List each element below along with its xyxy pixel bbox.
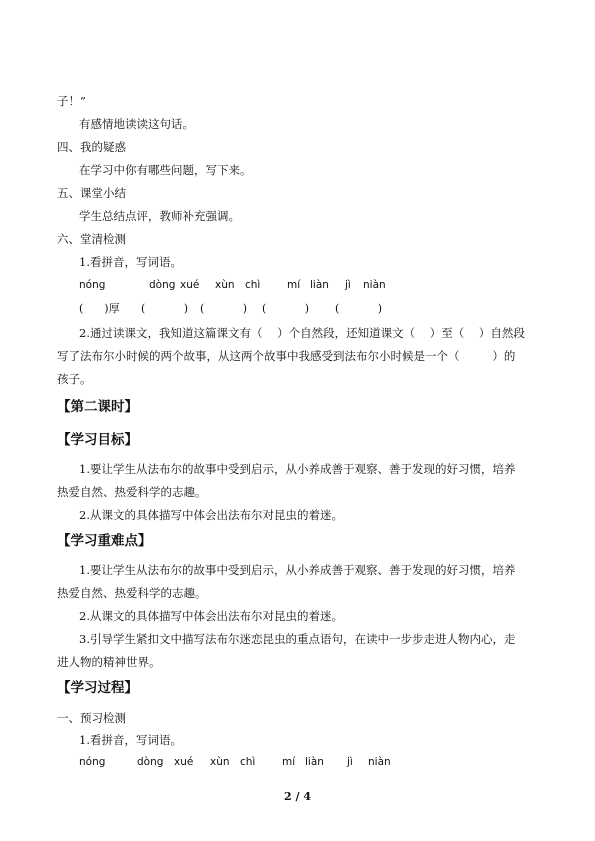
read-instruction: 有感情地读读这句话。 <box>79 117 194 131</box>
pinyin: niàn <box>368 756 391 768</box>
paragraph: 学生总结点评，教师补充强调。 <box>79 209 240 223</box>
section-heading: 五、课堂小结 <box>57 186 126 200</box>
page-number: 2 / 4 <box>284 790 311 803</box>
section-heading: 【学习过程】 <box>57 680 138 696</box>
pinyin: xùn <box>210 756 230 768</box>
continued-quote: 子！” <box>57 94 86 108</box>
pinyin: niàn <box>363 279 386 291</box>
paragraph: 1.要让学生从法布尔的故事中受到启示，从小养成善于观察、善于发现的好习惯，培养 <box>79 462 516 476</box>
answer-blank: ( ) <box>200 302 248 315</box>
paragraph: 进人物的精神世界。 <box>57 655 161 669</box>
lesson-heading: 【第二课时】 <box>57 399 138 415</box>
pinyin: mí <box>282 756 296 768</box>
pinyin: xùn <box>215 279 235 291</box>
answer-blank: ( ) <box>141 302 189 315</box>
pinyin: nóng <box>79 279 106 291</box>
section-heading: 【学习重难点】 <box>57 533 152 549</box>
pinyin: jì <box>347 756 353 768</box>
question: 1.看拼音，写词语。 <box>79 255 182 269</box>
paragraph: 2.从课文的具体描写中体会出法布尔对昆虫的着迷。 <box>79 508 343 522</box>
question: 2.通过读课文，我知道这篇课文有（ ）个自然段，还知道课文（ ）至（ ）自然段 <box>79 326 525 340</box>
pinyin: dòng <box>149 279 176 291</box>
pinyin: nóng <box>79 756 106 768</box>
pinyin: liàn <box>305 756 324 768</box>
pinyin: xué <box>174 756 194 768</box>
pinyin: liàn <box>310 279 329 291</box>
section-heading: 【学习目标】 <box>57 432 138 448</box>
pinyin: chì <box>245 279 261 291</box>
question: 孩子。 <box>57 372 92 386</box>
paragraph: 在学习中你有哪些问题，写下来。 <box>79 163 252 177</box>
pinyin: jì <box>345 279 351 291</box>
paragraph: 3.引导学生紧扣文中描写法布尔迷恋昆虫的重点语句，在读中一步步走进人物内心，走 <box>79 632 516 646</box>
paragraph: 2.从课文的具体描写中体会出法布尔对昆虫的着迷。 <box>79 609 343 623</box>
question: 写了法布尔小时候的两个故事，从这两个故事中我感受到法布尔小时候是一个（ ）的 <box>57 349 516 363</box>
paragraph: 热爱自然、热爱科学的志趣。 <box>57 485 207 499</box>
section-heading: 一、预习检测 <box>57 711 126 725</box>
paragraph: 1.要让学生从法布尔的故事中受到启示，从小养成善于观察、善于发现的好习惯，培养 <box>79 563 516 577</box>
pinyin: chì <box>240 756 256 768</box>
answer-blank: ( )厚 <box>79 302 120 315</box>
answer-blank: ( ) <box>335 302 383 315</box>
question: 1.看拼音，写词语。 <box>79 733 182 747</box>
pinyin: mí <box>287 279 301 291</box>
section-heading: 六、堂清检测 <box>57 232 126 246</box>
pinyin: dòng <box>137 756 164 768</box>
paragraph: 热爱自然、热爱科学的志趣。 <box>57 586 207 600</box>
section-heading: 四、我的疑惑 <box>57 140 126 154</box>
answer-blank: ( ) <box>262 302 310 315</box>
pinyin: xué <box>180 279 200 291</box>
